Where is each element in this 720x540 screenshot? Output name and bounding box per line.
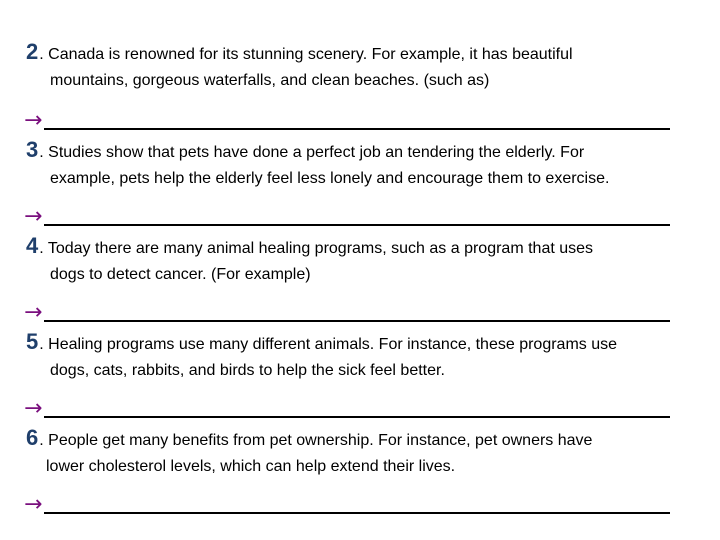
answer-blank[interactable] bbox=[44, 224, 670, 226]
exercise-item bbox=[26, 137, 706, 189]
exercise-text: . Healing programs use many different animals. For instance, these programs use bbox=[39, 336, 618, 353]
answer-row bbox=[24, 106, 670, 134]
arrow-icon: → bbox=[24, 108, 43, 133]
exercise-line-1 bbox=[26, 137, 706, 163]
answer-row bbox=[24, 202, 670, 230]
exercise-item bbox=[26, 329, 706, 381]
answer-blank[interactable] bbox=[44, 128, 670, 130]
exercise-text: . Studies show that pets have done a perfect job an tendering the elderly. For bbox=[39, 144, 585, 161]
arrow-icon: → bbox=[24, 492, 43, 517]
exercise-text: . Today there are many animal healing programs, such as a program that uses bbox=[39, 240, 594, 257]
answer-blank[interactable] bbox=[44, 512, 670, 514]
arrow-icon: → bbox=[24, 396, 43, 421]
exercise-number: 3 bbox=[26, 137, 39, 162]
exercise-text-continued: mountains, gorgeous waterfalls, and clean beaches. (such as) bbox=[50, 72, 490, 89]
exercise-text-continued: dogs to detect cancer. (For example) bbox=[50, 266, 311, 283]
arrow-icon: → bbox=[24, 300, 43, 325]
answer-row bbox=[24, 394, 670, 422]
exercise-line-1 bbox=[26, 39, 706, 65]
answer-row bbox=[24, 490, 670, 518]
exercise-text: . Canada is renowned for its stunning scenery. For example, it has beautiful bbox=[39, 46, 573, 63]
exercise-number: 2 bbox=[26, 39, 39, 64]
answer-blank[interactable] bbox=[44, 320, 670, 322]
exercise-number: 4 bbox=[26, 233, 39, 258]
exercise-text-continued: example, pets help the elderly feel less lonely and encourage them to exercise. bbox=[50, 170, 610, 187]
answer-blank[interactable] bbox=[44, 416, 670, 418]
exercise-item bbox=[26, 425, 706, 477]
arrow-icon: → bbox=[24, 204, 43, 229]
exercise-text-continued: lower cholesterol levels, which can help extend their lives. bbox=[46, 458, 456, 475]
exercise-text-continued: dogs, cats, rabbits, and birds to help the sick feel better. bbox=[50, 362, 445, 379]
exercise-line-1 bbox=[26, 329, 706, 355]
exercise-number: 6 bbox=[26, 425, 39, 450]
exercise-item bbox=[26, 39, 706, 91]
exercise-text: . People get many benefits from pet ownership. For instance, pet owners have bbox=[39, 432, 593, 449]
exercise-number: 5 bbox=[26, 329, 39, 354]
exercise-item bbox=[26, 233, 706, 285]
exercise-line-1 bbox=[26, 425, 706, 451]
answer-row bbox=[24, 298, 670, 326]
exercise-line-1 bbox=[26, 233, 706, 259]
